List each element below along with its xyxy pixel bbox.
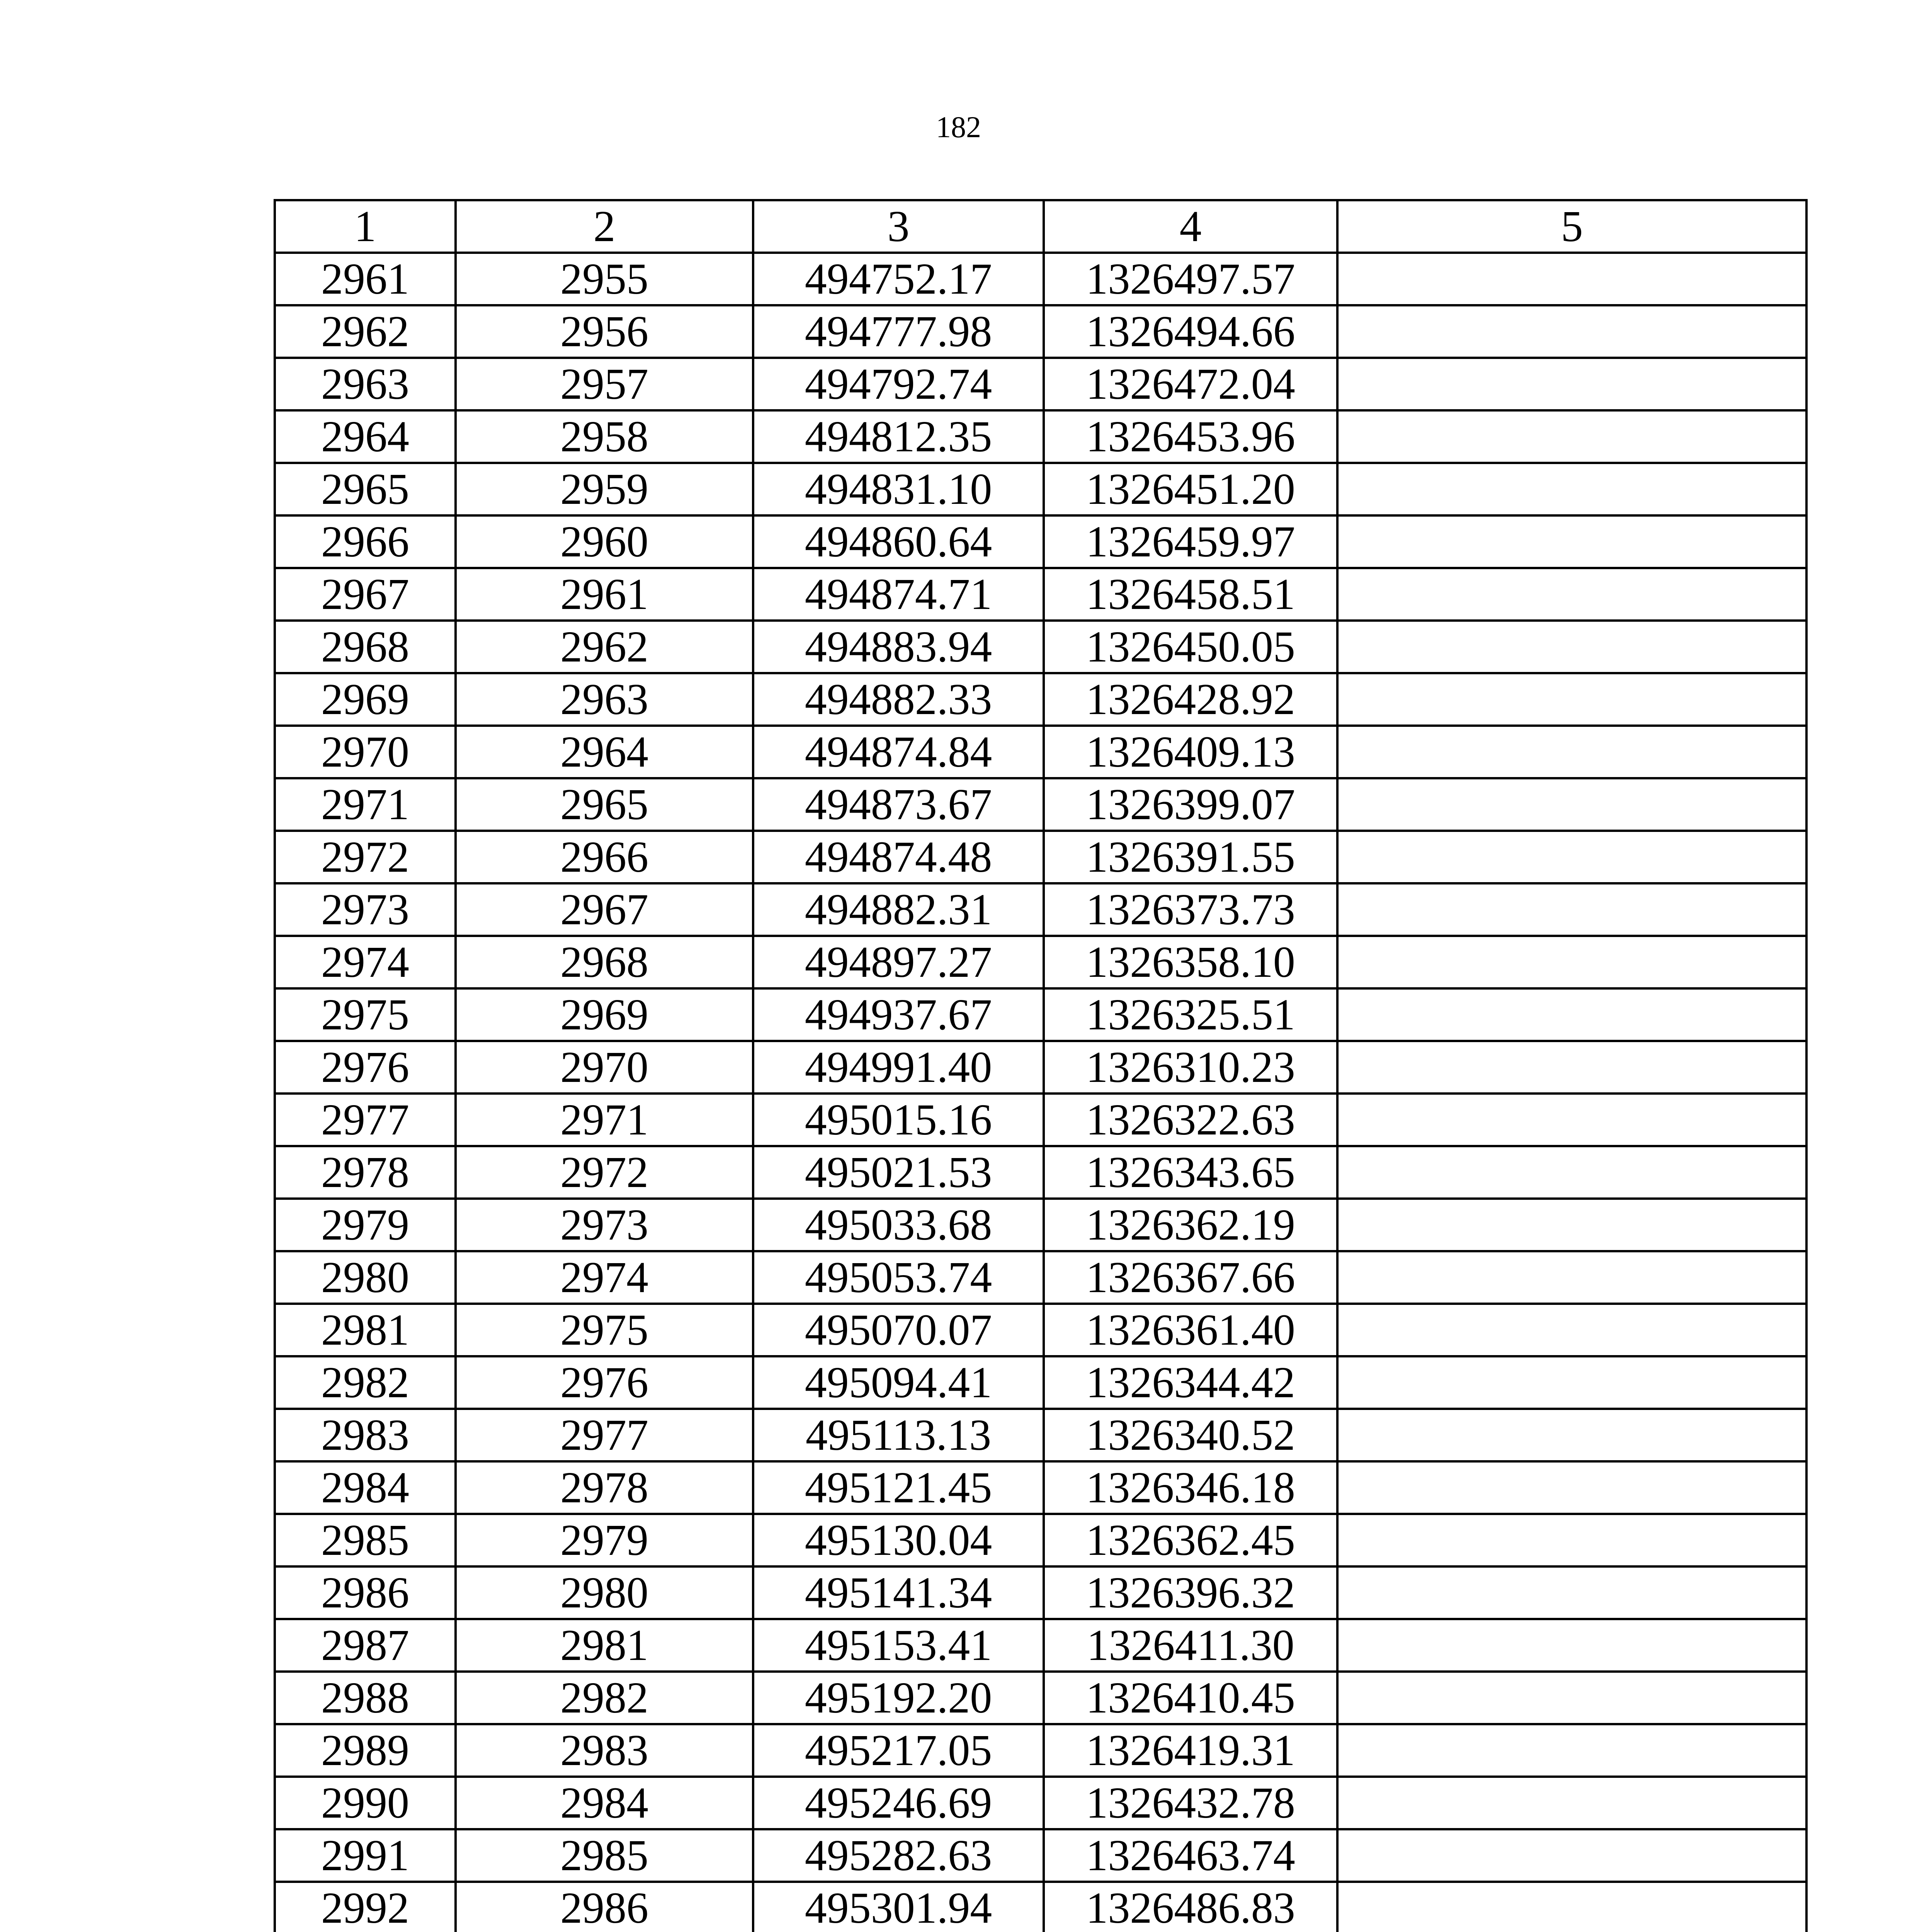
point-number-cell: 2970 — [275, 726, 456, 778]
table-row — [275, 1566, 1806, 1619]
x-coordinate-cell: 494991.40 — [753, 1041, 1044, 1094]
note-cell — [1337, 726, 1806, 778]
y-coordinate-cell: 1326340.52 — [1044, 1409, 1337, 1461]
note-cell — [1337, 1041, 1806, 1094]
x-coordinate-cell: 495113.13 — [753, 1409, 1044, 1461]
x-coordinate-cell: 494874.71 — [753, 568, 1044, 621]
note-cell — [1337, 1619, 1806, 1672]
point-number-cell: 2979 — [275, 1199, 456, 1251]
y-coordinate-cell: 1326432.78 — [1044, 1777, 1337, 1829]
table-row — [275, 778, 1806, 831]
original-number-cell: 2963 — [456, 673, 753, 726]
x-coordinate-cell: 495130.04 — [753, 1514, 1044, 1566]
original-number-cell: 2978 — [456, 1461, 753, 1514]
x-coordinate-cell: 495301.94 — [753, 1882, 1044, 1932]
point-number-cell: 2992 — [275, 1882, 456, 1932]
x-coordinate-cell: 495053.74 — [753, 1251, 1044, 1304]
point-number-cell: 2989 — [275, 1724, 456, 1777]
table-row — [275, 726, 1806, 778]
original-number-cell: 2980 — [456, 1566, 753, 1619]
table-row — [275, 1199, 1806, 1251]
note-cell — [1337, 568, 1806, 621]
x-coordinate-cell: 494873.67 — [753, 778, 1044, 831]
x-coordinate-cell: 495192.20 — [753, 1672, 1044, 1724]
x-coordinate-cell: 495282.63 — [753, 1829, 1044, 1882]
original-number-cell: 2984 — [456, 1777, 753, 1829]
y-coordinate-cell: 1326428.92 — [1044, 673, 1337, 726]
original-number-cell: 2985 — [456, 1829, 753, 1882]
x-coordinate-cell: 494792.74 — [753, 358, 1044, 410]
original-number-cell: 2965 — [456, 778, 753, 831]
x-coordinate-cell: 494897.27 — [753, 936, 1044, 988]
table-row — [275, 358, 1806, 410]
table-row — [275, 1514, 1806, 1566]
x-coordinate-cell: 494777.98 — [753, 305, 1044, 358]
y-coordinate-cell: 1326399.07 — [1044, 778, 1337, 831]
original-number-cell: 2962 — [456, 621, 753, 673]
note-cell — [1337, 1514, 1806, 1566]
y-coordinate-cell: 1326463.74 — [1044, 1829, 1337, 1882]
table-body — [275, 253, 1806, 1932]
x-coordinate-cell: 494752.17 — [753, 253, 1044, 305]
point-number-cell: 2987 — [275, 1619, 456, 1672]
note-cell — [1337, 305, 1806, 358]
point-number-cell: 2968 — [275, 621, 456, 673]
y-coordinate-cell: 1326396.32 — [1044, 1566, 1337, 1619]
y-coordinate-cell: 1326494.66 — [1044, 305, 1337, 358]
y-coordinate-cell: 1326458.51 — [1044, 568, 1337, 621]
original-number-cell: 2957 — [456, 358, 753, 410]
point-number-cell: 2965 — [275, 463, 456, 515]
table-row — [275, 410, 1806, 463]
x-coordinate-cell: 494860.64 — [753, 515, 1044, 568]
y-coordinate-cell: 1326472.04 — [1044, 358, 1337, 410]
point-number-cell: 2973 — [275, 883, 456, 936]
table-row — [275, 1251, 1806, 1304]
y-coordinate-cell: 1326410.45 — [1044, 1672, 1337, 1724]
x-coordinate-cell: 495021.53 — [753, 1146, 1044, 1199]
original-number-cell: 2976 — [456, 1356, 753, 1409]
y-coordinate-cell: 1326362.45 — [1044, 1514, 1337, 1566]
table-row — [275, 1304, 1806, 1356]
column-header-4: 4 — [1044, 200, 1337, 253]
note-cell — [1337, 778, 1806, 831]
point-number-cell: 2962 — [275, 305, 456, 358]
table-row — [275, 568, 1806, 621]
note-cell — [1337, 1461, 1806, 1514]
point-number-cell: 2971 — [275, 778, 456, 831]
coordinates-table — [274, 199, 1808, 1932]
original-number-cell: 2964 — [456, 726, 753, 778]
original-number-cell: 2975 — [456, 1304, 753, 1356]
point-number-cell: 2984 — [275, 1461, 456, 1514]
table-row — [275, 621, 1806, 673]
note-cell — [1337, 673, 1806, 726]
column-header-5: 5 — [1337, 200, 1806, 253]
original-number-cell: 2958 — [456, 410, 753, 463]
y-coordinate-cell: 1326343.65 — [1044, 1146, 1337, 1199]
note-cell — [1337, 1566, 1806, 1619]
x-coordinate-cell: 494874.48 — [753, 831, 1044, 883]
point-number-cell: 2983 — [275, 1409, 456, 1461]
y-coordinate-cell: 1326325.51 — [1044, 988, 1337, 1041]
point-number-cell: 2978 — [275, 1146, 456, 1199]
note-cell — [1337, 831, 1806, 883]
point-number-cell: 2976 — [275, 1041, 456, 1094]
table-row — [275, 883, 1806, 936]
note-cell — [1337, 515, 1806, 568]
note-cell — [1337, 1409, 1806, 1461]
note-cell — [1337, 1724, 1806, 1777]
table-row — [275, 831, 1806, 883]
y-coordinate-cell: 1326419.31 — [1044, 1724, 1337, 1777]
original-number-cell: 2970 — [456, 1041, 753, 1094]
table-row — [275, 463, 1806, 515]
y-coordinate-cell: 1326451.20 — [1044, 463, 1337, 515]
y-coordinate-cell: 1326391.55 — [1044, 831, 1337, 883]
note-cell — [1337, 1356, 1806, 1409]
note-cell — [1337, 621, 1806, 673]
table-row — [275, 1619, 1806, 1672]
table-row — [275, 253, 1806, 305]
table-row — [275, 1724, 1806, 1777]
original-number-cell: 2955 — [456, 253, 753, 305]
y-coordinate-cell: 1326367.66 — [1044, 1251, 1337, 1304]
y-coordinate-cell: 1326450.05 — [1044, 621, 1337, 673]
column-header-3: 3 — [753, 200, 1044, 253]
y-coordinate-cell: 1326362.19 — [1044, 1199, 1337, 1251]
note-cell — [1337, 936, 1806, 988]
y-coordinate-cell: 1326486.83 — [1044, 1882, 1337, 1932]
point-number-cell: 2966 — [275, 515, 456, 568]
original-number-cell: 2981 — [456, 1619, 753, 1672]
y-coordinate-cell: 1326310.23 — [1044, 1041, 1337, 1094]
point-number-cell: 2974 — [275, 936, 456, 988]
table-row — [275, 673, 1806, 726]
table-row — [275, 1146, 1806, 1199]
table-header-row — [275, 200, 1806, 253]
y-coordinate-cell: 1326346.18 — [1044, 1461, 1337, 1514]
x-coordinate-cell: 495094.41 — [753, 1356, 1044, 1409]
x-coordinate-cell: 495217.05 — [753, 1724, 1044, 1777]
y-coordinate-cell: 1326459.97 — [1044, 515, 1337, 568]
table-row — [275, 1882, 1806, 1932]
point-number-cell: 2963 — [275, 358, 456, 410]
original-number-cell: 2968 — [456, 936, 753, 988]
point-number-cell: 2975 — [275, 988, 456, 1041]
point-number-cell: 2972 — [275, 831, 456, 883]
table-row — [275, 1777, 1806, 1829]
x-coordinate-cell: 494882.33 — [753, 673, 1044, 726]
note-cell — [1337, 1829, 1806, 1882]
y-coordinate-cell: 1326358.10 — [1044, 936, 1337, 988]
original-number-cell: 2971 — [456, 1094, 753, 1146]
original-number-cell: 2973 — [456, 1199, 753, 1251]
x-coordinate-cell: 495033.68 — [753, 1199, 1044, 1251]
point-number-cell: 2981 — [275, 1304, 456, 1356]
y-coordinate-cell: 1326322.63 — [1044, 1094, 1337, 1146]
x-coordinate-cell: 495070.07 — [753, 1304, 1044, 1356]
point-number-cell: 2986 — [275, 1566, 456, 1619]
column-header-1: 1 — [275, 200, 456, 253]
x-coordinate-cell: 495121.45 — [753, 1461, 1044, 1514]
y-coordinate-cell: 1326344.42 — [1044, 1356, 1337, 1409]
original-number-cell: 2956 — [456, 305, 753, 358]
note-cell — [1337, 988, 1806, 1041]
point-number-cell: 2969 — [275, 673, 456, 726]
point-number-cell: 2977 — [275, 1094, 456, 1146]
x-coordinate-cell: 494874.84 — [753, 726, 1044, 778]
note-cell — [1337, 1199, 1806, 1251]
table-row — [275, 1409, 1806, 1461]
note-cell — [1337, 1777, 1806, 1829]
x-coordinate-cell: 494883.94 — [753, 621, 1044, 673]
table-row — [275, 936, 1806, 988]
table-row — [275, 1672, 1806, 1724]
table-row — [275, 515, 1806, 568]
original-number-cell: 2986 — [456, 1882, 753, 1932]
original-number-cell: 2974 — [456, 1251, 753, 1304]
original-number-cell: 2967 — [456, 883, 753, 936]
x-coordinate-cell: 495153.41 — [753, 1619, 1044, 1672]
column-header-2: 2 — [456, 200, 753, 253]
note-cell — [1337, 463, 1806, 515]
note-cell — [1337, 883, 1806, 936]
note-cell — [1337, 1882, 1806, 1932]
point-number-cell: 2982 — [275, 1356, 456, 1409]
point-number-cell: 2990 — [275, 1777, 456, 1829]
original-number-cell: 2982 — [456, 1672, 753, 1724]
table-row — [275, 1829, 1806, 1882]
y-coordinate-cell: 1326411.30 — [1044, 1619, 1337, 1672]
original-number-cell: 2979 — [456, 1514, 753, 1566]
x-coordinate-cell: 495015.16 — [753, 1094, 1044, 1146]
y-coordinate-cell: 1326453.96 — [1044, 410, 1337, 463]
y-coordinate-cell: 1326409.13 — [1044, 726, 1337, 778]
note-cell — [1337, 1672, 1806, 1724]
table-row — [275, 988, 1806, 1041]
note-cell — [1337, 1251, 1806, 1304]
note-cell — [1337, 1094, 1806, 1146]
table-row — [275, 1041, 1806, 1094]
note-cell — [1337, 253, 1806, 305]
point-number-cell: 2961 — [275, 253, 456, 305]
original-number-cell: 2983 — [456, 1724, 753, 1777]
y-coordinate-cell: 1326497.57 — [1044, 253, 1337, 305]
point-number-cell: 2967 — [275, 568, 456, 621]
point-number-cell: 2980 — [275, 1251, 456, 1304]
note-cell — [1337, 1146, 1806, 1199]
note-cell — [1337, 358, 1806, 410]
table-row — [275, 305, 1806, 358]
x-coordinate-cell: 495141.34 — [753, 1566, 1044, 1619]
x-coordinate-cell: 494831.10 — [753, 463, 1044, 515]
note-cell — [1337, 1304, 1806, 1356]
note-cell — [1337, 410, 1806, 463]
original-number-cell: 2966 — [456, 831, 753, 883]
y-coordinate-cell: 1326373.73 — [1044, 883, 1337, 936]
point-number-cell: 2964 — [275, 410, 456, 463]
original-number-cell: 2972 — [456, 1146, 753, 1199]
x-coordinate-cell: 494937.67 — [753, 988, 1044, 1041]
original-number-cell: 2977 — [456, 1409, 753, 1461]
original-number-cell: 2959 — [456, 463, 753, 515]
y-coordinate-cell: 1326361.40 — [1044, 1304, 1337, 1356]
x-coordinate-cell: 495246.69 — [753, 1777, 1044, 1829]
point-number-cell: 2988 — [275, 1672, 456, 1724]
original-number-cell: 2960 — [456, 515, 753, 568]
point-number-cell: 2991 — [275, 1829, 456, 1882]
table-row — [275, 1461, 1806, 1514]
x-coordinate-cell: 494882.31 — [753, 883, 1044, 936]
page-number: 182 — [936, 110, 981, 144]
original-number-cell: 2961 — [456, 568, 753, 621]
x-coordinate-cell: 494812.35 — [753, 410, 1044, 463]
table-row — [275, 1094, 1806, 1146]
original-number-cell: 2969 — [456, 988, 753, 1041]
point-number-cell: 2985 — [275, 1514, 456, 1566]
table-row — [275, 1356, 1806, 1409]
